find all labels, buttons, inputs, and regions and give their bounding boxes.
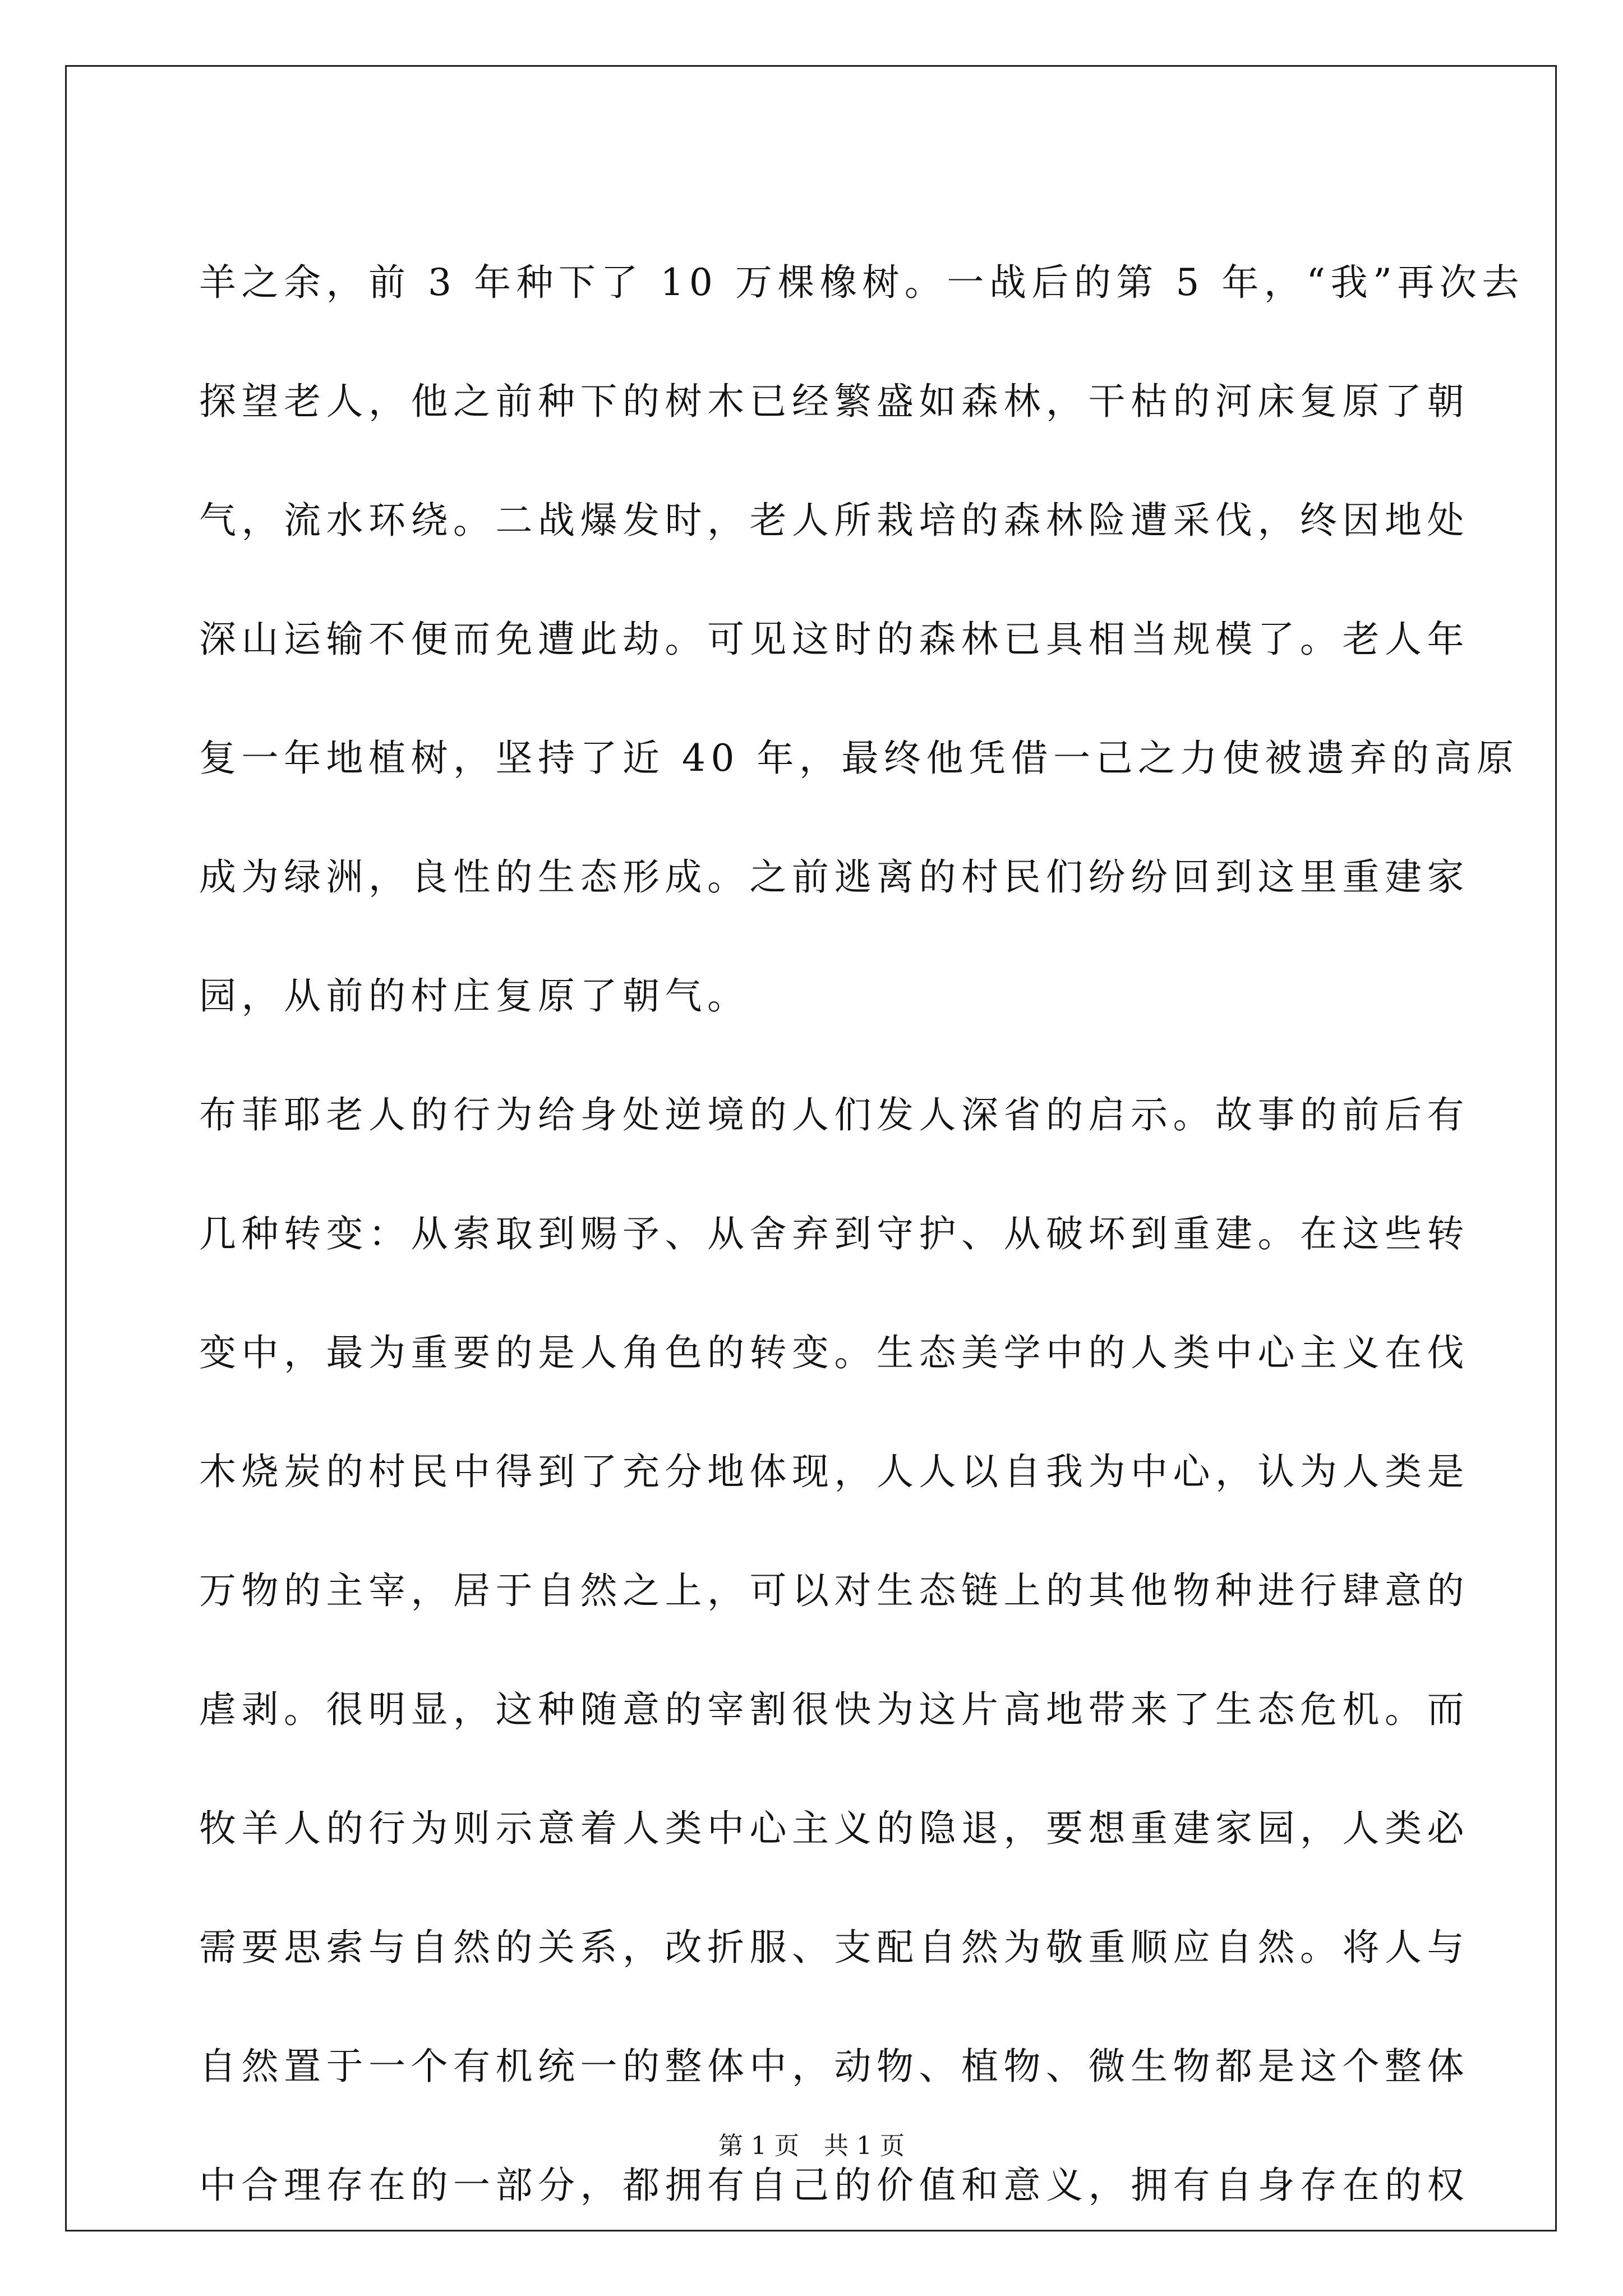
text-line: 自然置于一个有机统一的整体中，动物、植物、微生物都是这个整体 (199, 2045, 1469, 2088)
text-line: 深山运输不便而免遭此劫。可见这时的森林已具相当规模了。老人年 (199, 618, 1469, 661)
text-line: 羊之余，前 3 年种下了 10 万棵橡树。一战后的第 5 年，“我”再次去 (199, 261, 1524, 304)
text-line: 万物的主宰，居于自然之上，可以对生态链上的其他物种进行肆意的 (199, 1569, 1469, 1612)
text-line: 成为绿洲，良性的生态形成。之前逃离的村民们纷纷回到这里重建家 (199, 855, 1469, 899)
document-body (199, 223, 1524, 2245)
text-line: 牧羊人的行为则示意着人类中心主义的隐退，要想重建家园，人类必 (199, 1807, 1469, 1850)
text-line: 需要思索与自然的关系，改折服、支配自然为敬重顺应自然。将人与 (199, 1926, 1469, 1969)
text-line: 气，流水环绕。二战爆发时，老人所栽培的森林险遭采伐，终因地处 (199, 499, 1469, 542)
text-line: 木烧炭的村民中得到了充分地体现，人人以自我为中心，认为人类是 (199, 1450, 1469, 1493)
text-line: 布菲耶老人的行为给身处逆境的人们发人深省的启示。故事的前后有 (199, 1093, 1469, 1137)
text-line: 变中，最为重要的是人角色的转变。生态美学中的人类中心主义在伐 (199, 1331, 1469, 1374)
text-line: 几种转变：从索取到赐予、从舍弃到守护、从破坏到重建。在这些转 (199, 1212, 1469, 1255)
text-line: 复一年地植树，坚持了近 40 年，最终他凭借一己之力使被遗弃的高原 (199, 737, 1519, 780)
page-footer (0, 2129, 1623, 2163)
text-line: 园，从前的村庄复原了朝气。 (199, 974, 750, 1018)
text-line: 中合理存在的一部分，都拥有自己的价值和意义，拥有自身存在的权 (199, 2164, 1469, 2207)
page-number: 第 1 页 共 1 页 (718, 2132, 905, 2160)
text-line: 探望老人，他之前种下的树木已经繁盛如森林，干枯的河床复原了朝 (199, 380, 1469, 423)
text-line: 虐剥。很明显，这种随意的宰割很快为这片高地带来了生态危机。而 (199, 1688, 1469, 1731)
